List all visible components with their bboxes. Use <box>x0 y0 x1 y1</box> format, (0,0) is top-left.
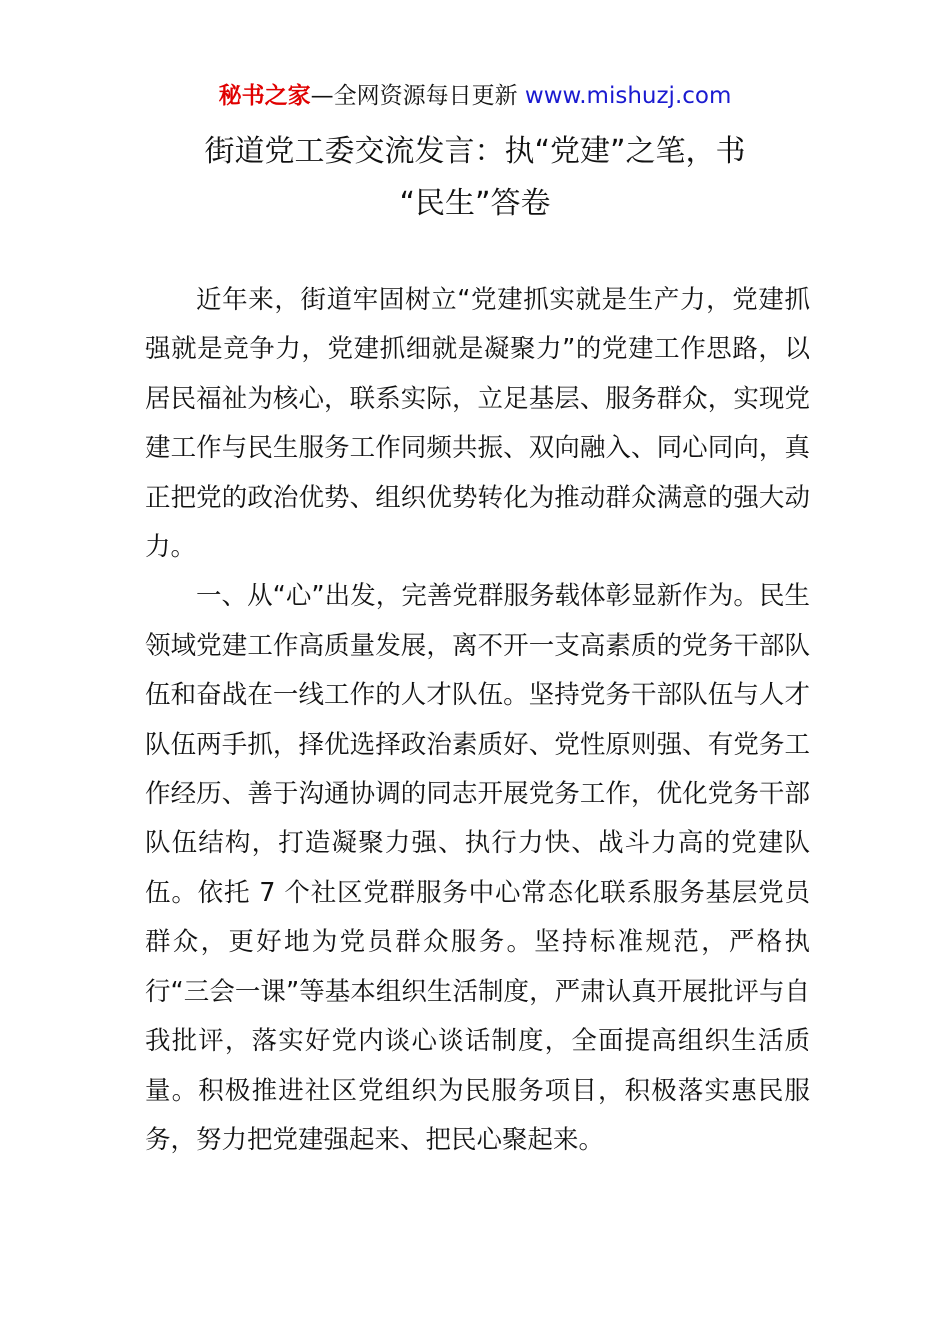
document-title-line-1: 街道党工委交流发言：执“党建”之笔，书 <box>204 134 746 169</box>
site-header <box>0 80 950 112</box>
paragraph-section-1: 一、从“心”出发，完善党群服务载体彰显新作为。民生领域党建工作高质量发展，离不开一支高素质的党务干部队伍和奋战在一线工作的人才队伍。坚持党务干部队伍与人才队伍两手抓，择优选择政治素质好、党性原则强、有党务工作经历、善于沟通协调的同志开展党务工作，优化党务干部队伍结构，打造凝聚力强、执行力快、战斗力高的党建队伍。依托 7 个社区党群服务中心常态化联系服务基层党员群众，更好地为党员群众服务。坚持标准规范，严格执行“三会一课”等基本组织生活制度，严肃认真开展批评与自我批评，落实好党内谈心谈话制度，全面提高组织生活质量。积极推进社区党组织为民服务项目，积极落实惠民服务，努力把党建强起来、把民心聚起来。 <box>145 581 810 1155</box>
document-title <box>120 126 830 230</box>
site-url-link[interactable]: www.mishuzj.com <box>524 83 732 109</box>
document-body <box>145 276 810 1165</box>
paragraph-intro: 近年来，街道牢固树立“党建抓实就是生产力，党建抓强就是竞争力，党建抓细就是凝聚力”的党建工作思路，以居民福祉为核心，联系实际，立足基层、服务群众，实现党建工作与民生服务工作同频共振、双向融入、同心同向，真正把党的政治优势、组织优势转化为推动群众满意的强大动力。 <box>145 285 810 563</box>
site-brand: 秘书之家 <box>218 83 311 109</box>
site-tagline: —全网资源每日更新 <box>310 83 525 109</box>
document-title-line-2: “民生”答卷 <box>399 186 551 221</box>
